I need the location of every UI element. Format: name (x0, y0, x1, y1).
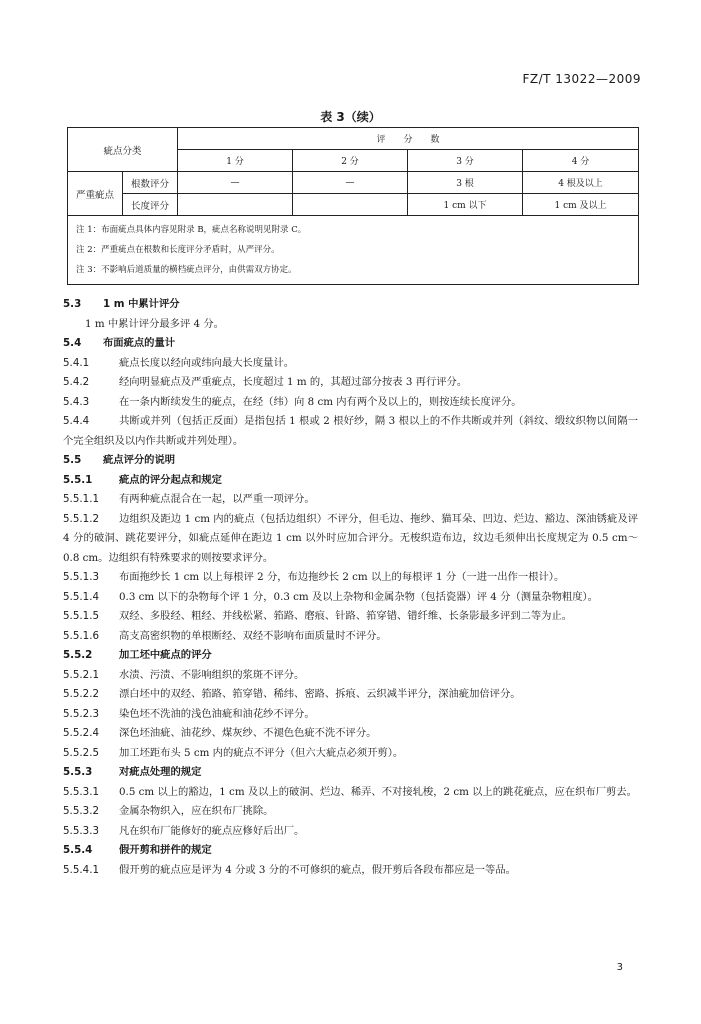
clause (63, 802, 638, 822)
clause (63, 783, 638, 803)
clause-text: 水渍、污渍、不影响组织的浆斑不评分。 (119, 668, 305, 681)
clause (63, 373, 638, 393)
clause-number: 5.4.1 (63, 356, 90, 369)
clause-text: 共断或并列（包括正反面）是指包括 1 根或 2 根好纱，隔 3 根以上的不作共断或并列（斜纹、缎纹织物以间隔一个完全组织及以内作共断或并列处理）。 (63, 415, 638, 447)
clause-number: 5.5.2.4 (63, 727, 100, 739)
clause-text: 在一条内断续发生的疵点，在经（纬）向 8 cm 内有两个及以上的，则按连续长度评分。 (119, 395, 522, 408)
clause (63, 724, 638, 744)
page-number: 3 (616, 962, 623, 973)
clause-text: 双经、多股经、粗经、并线松紧、筘路、磨痕、针路、筘穿错、错纤维、长条影最多评到二等为止。 (119, 610, 573, 622)
section-number: 5.5.4 (63, 844, 93, 856)
table-cell (178, 194, 293, 216)
paragraph: 1 m 中累计评分最多评 4 分。 (85, 317, 224, 330)
clause (63, 354, 638, 374)
clause-text: 经向明显疵点及严重疵点，长度超过 1 m 的，其超过部分按表 3 再行评分。 (119, 376, 468, 388)
standard-number: FZ/T 13022—2009 (522, 72, 641, 86)
table-note: 注 3：不影响后道质量的横档疵点评分，由供需双方协定。 (76, 265, 297, 275)
clause (63, 705, 638, 725)
table-notes (68, 216, 639, 285)
clause-text: 金属杂物织入，应在织布厂挑除。 (119, 805, 274, 817)
clause-text: 疵点长度以经向或纬向最大长度量计。 (119, 356, 295, 369)
clause-number: 5.5.2.1 (63, 668, 100, 681)
clause-text: 高支高密织物的单根断经、双经不影响布面质量时不评分。 (119, 629, 387, 642)
clause-number: 5.5.2.2 (63, 688, 100, 700)
row-label-length: 长度评分 (123, 194, 178, 216)
clause (63, 822, 638, 842)
clause (63, 393, 638, 413)
section-number: 5.5.3 (63, 766, 93, 778)
clause (63, 510, 638, 569)
section-title: 布面疵点的量计 (103, 337, 176, 349)
section-heading (63, 471, 638, 491)
clause-number: 5.5.3.2 (63, 805, 100, 817)
clause (63, 568, 638, 588)
score-col-2: 2 分 (293, 150, 408, 172)
section-title: 假开剪和拼件的规定 (119, 844, 212, 856)
section-number: 5.5.2 (63, 649, 93, 661)
section-heading (63, 763, 638, 783)
section-number: 5.5.1 (63, 473, 93, 486)
table-cell (293, 194, 408, 216)
clause-number: 5.5.4.1 (63, 863, 100, 876)
section-title: 对疵点处理的规定 (119, 766, 202, 778)
table-cell: 1 cm 及以上 (523, 194, 639, 216)
section-heading (63, 646, 638, 666)
section-heading (63, 841, 638, 861)
clause (63, 412, 638, 451)
clause-text: 0.3 cm 以下的杂物每个评 1 分，0.3 cm 及以上杂物和金属杂物（包括瓷器）评 4 分（测量杂物粗度）。 (119, 590, 598, 603)
defect-score-table (67, 127, 639, 285)
clause-number: 5.4.2 (63, 376, 90, 388)
section-number: 5.3 (63, 298, 82, 310)
clause-number: 5.5.1.3 (63, 571, 100, 583)
clause (63, 490, 638, 510)
clause (63, 861, 638, 881)
table-cell: 1 cm 以下 (408, 194, 523, 216)
score-col-3: 3 分 (408, 150, 523, 172)
section-title: 疵点评分的说明 (103, 454, 176, 466)
section-heading (63, 451, 638, 471)
clause-text: 假开剪的疵点应是评为 4 分或 3 分的不可修织的疵点，假开剪后各段布都应是一等品。 (119, 863, 516, 876)
clause-text: 布面拖纱长 1 cm 以上每根评 2 分，布边拖纱长 2 cm 以上的每根评 1 分（一进一出作一根计）。 (119, 571, 565, 583)
clause-text: 漂白坯中的双经、筘路、筘穿错、稀纬、密路、拆痕、云织减半评分，深油疵加倍评分。 (119, 688, 521, 700)
clause-number: 5.5.1.4 (63, 590, 100, 603)
table-cell: — (293, 172, 408, 194)
clause-text: 加工坯距布头 5 cm 内的疵点不评分（但六大疵点必须开剪）。 (119, 746, 404, 759)
section-heading (63, 334, 638, 354)
clause-number: 5.5.2.3 (63, 707, 100, 720)
col-score-header: 评 分 数 (178, 128, 639, 150)
section-title: 疵点的评分起点和规定 (119, 473, 222, 486)
table-cell: — (178, 172, 293, 194)
clause-number: 5.4.4 (63, 415, 90, 427)
section-heading (63, 295, 638, 315)
section-number: 5.5 (63, 454, 82, 466)
clause-text: 染色坯不洗油的浅色油疵和油花纱不评分。 (119, 707, 315, 720)
row-group-severe: 严重疵点 (68, 172, 123, 216)
clause-number: 5.5.3.1 (63, 785, 100, 798)
table-cell: 3 根 (408, 172, 523, 194)
row-label-count: 根数评分 (123, 172, 178, 194)
clause (63, 607, 638, 627)
clause-text: 边组织及距边 1 cm 内的疵点（包括边组织）不评分，但毛边、拖纱、猫耳朵、凹边、烂边、豁边、深油锈疵及评 4 分的破洞、跳花要评分，如疵点延伸在距边 1 cm 以外时应加合评分。无梭织造布边，纹边毛须伸出长度规定为 0.5 cm～0.8 cm。边组织有特殊要求的则按要求评分。 (63, 512, 638, 564)
clause-number: 5.5.3.3 (63, 824, 100, 837)
clause (63, 666, 638, 686)
score-col-1: 1 分 (178, 150, 293, 172)
table-note: 注 1：布面疵点具体内容见附录 B，疵点名称说明见附录 C。 (76, 225, 307, 235)
clause-number: 5.5.1.6 (63, 629, 100, 642)
score-col-4: 4 分 (523, 150, 639, 172)
table-title: 表 3（续） (320, 110, 381, 124)
table-note: 注 2：严重疵点在根数和长度评分矛盾时，从严评分。 (76, 245, 280, 255)
clause-number: 5.4.3 (63, 395, 90, 408)
clause-number: 5.5.1.1 (63, 493, 100, 505)
document-body (63, 295, 638, 880)
clause-number: 5.5.2.5 (63, 746, 100, 759)
section-title: 加工坯中疵点的评分 (119, 649, 212, 661)
clause-text: 凡在织布厂能修好的疵点应修好后出厂。 (119, 824, 305, 837)
clause (63, 627, 638, 647)
clause-text: 有两种疵点混合在一起，以严重一项评分。 (119, 493, 315, 505)
clause (63, 744, 638, 764)
clause-text: 0.5 cm 以上的豁边，1 cm 及以上的破洞、烂边、稀弄、不对接轧梭，2 cm 以上的跳花疵点，应在织布厂剪去。 (119, 785, 637, 798)
table-cell: 4 根及以上 (523, 172, 639, 194)
clause-number: 5.5.1.2 (63, 512, 100, 525)
clause-text: 深色坯油疵、油花纱、煤灰纱、不褪色色疵不洗不评分。 (119, 727, 377, 739)
clause-number: 5.5.1.5 (63, 610, 100, 622)
section-number: 5.4 (63, 337, 82, 349)
clause (63, 588, 638, 608)
section-title: 1 m 中累计评分 (103, 298, 180, 310)
col-defect-class: 疵点分类 (68, 128, 178, 172)
clause (63, 685, 638, 705)
